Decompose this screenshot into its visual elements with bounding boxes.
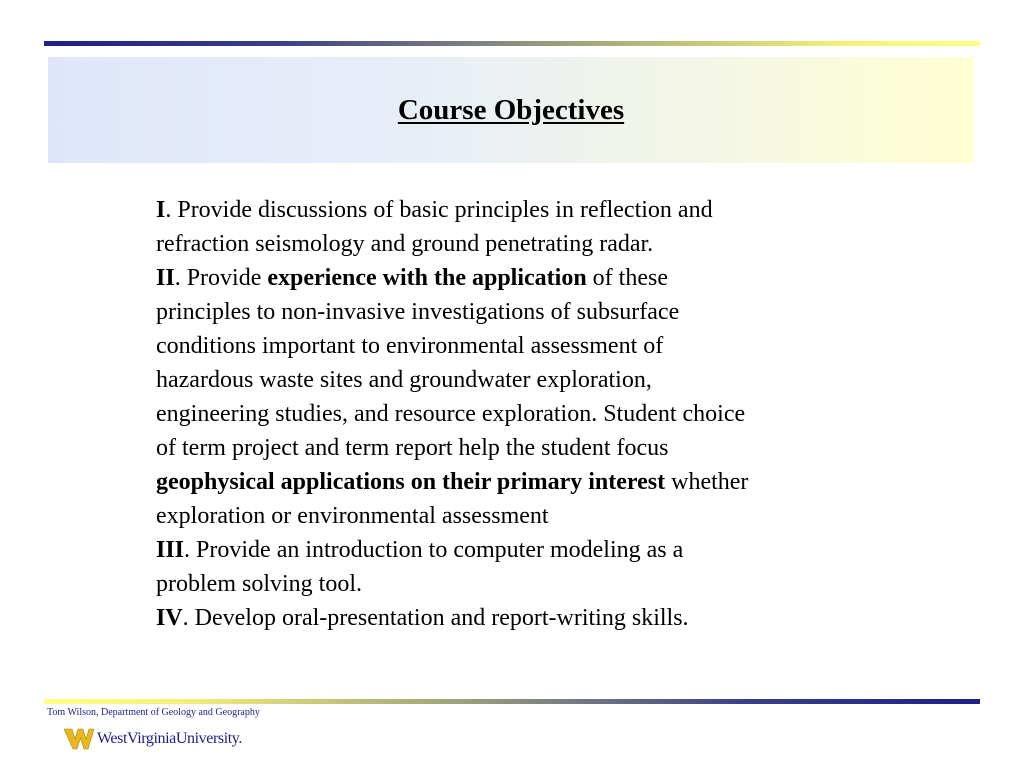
objective-iii-line — [156, 533, 876, 567]
body-text: refraction seismology and ground penetrating radar. — [156, 231, 654, 257]
slide-title: Course Objectives — [397, 93, 625, 126]
bottom-decorative-rule — [44, 699, 980, 704]
emphasized-text: I — [156, 197, 166, 223]
objective-iii-line — [156, 567, 876, 601]
body-text: exploration or environmental assessment — [156, 503, 549, 529]
body-text: of term project and term report help the student focus — [156, 435, 669, 461]
body-text: whether — [665, 469, 749, 495]
university-logo — [64, 724, 242, 754]
body-text: of these — [586, 265, 668, 291]
logo-wordmark: WestVirginiaUniversity. — [97, 730, 242, 747]
objective-ii-line — [156, 261, 876, 295]
emphasized-text: IV — [156, 605, 183, 631]
objective-i-line — [156, 193, 876, 227]
footer-credit: Tom Wilson, Department of Geology and Geography — [47, 707, 260, 718]
title-banner — [48, 57, 974, 163]
objective-ii-line — [156, 329, 876, 363]
body-text: principles to non-invasive investigations of subsurface — [156, 299, 680, 325]
body-text: problem solving tool. — [156, 571, 362, 597]
body-text: . Provide discussions of basic principles in reflection and — [165, 197, 713, 223]
body-text: . Develop oral-presentation and report-writing skills. — [182, 605, 689, 631]
body-text: engineering studies, and resource exploration. Student choice — [156, 401, 746, 427]
wvu-flying-wv-icon — [64, 727, 94, 751]
body-text: hazardous waste sites and groundwater exploration, — [156, 367, 652, 393]
objective-ii-line — [156, 431, 876, 465]
body-text: . Provide an introduction to computer modeling as a — [184, 537, 684, 563]
emphasized-text: II — [156, 265, 175, 291]
objective-ii-line — [156, 397, 876, 431]
objective-ii-line — [156, 295, 876, 329]
objective-ii-line — [156, 465, 876, 499]
objective-ii-line — [156, 499, 876, 533]
body-text: conditions important to environmental assessment of — [156, 333, 664, 359]
emphasized-text: geophysical applications on their primary interest — [156, 469, 666, 495]
emphasized-text: experience with the application — [267, 265, 587, 291]
objectives-list — [156, 193, 876, 635]
body-text: . Provide — [174, 265, 268, 291]
top-decorative-rule — [44, 41, 980, 46]
objective-iv-line — [156, 601, 876, 635]
objective-i-line — [156, 227, 876, 261]
objective-ii-line — [156, 363, 876, 397]
emphasized-text: III — [156, 537, 185, 563]
